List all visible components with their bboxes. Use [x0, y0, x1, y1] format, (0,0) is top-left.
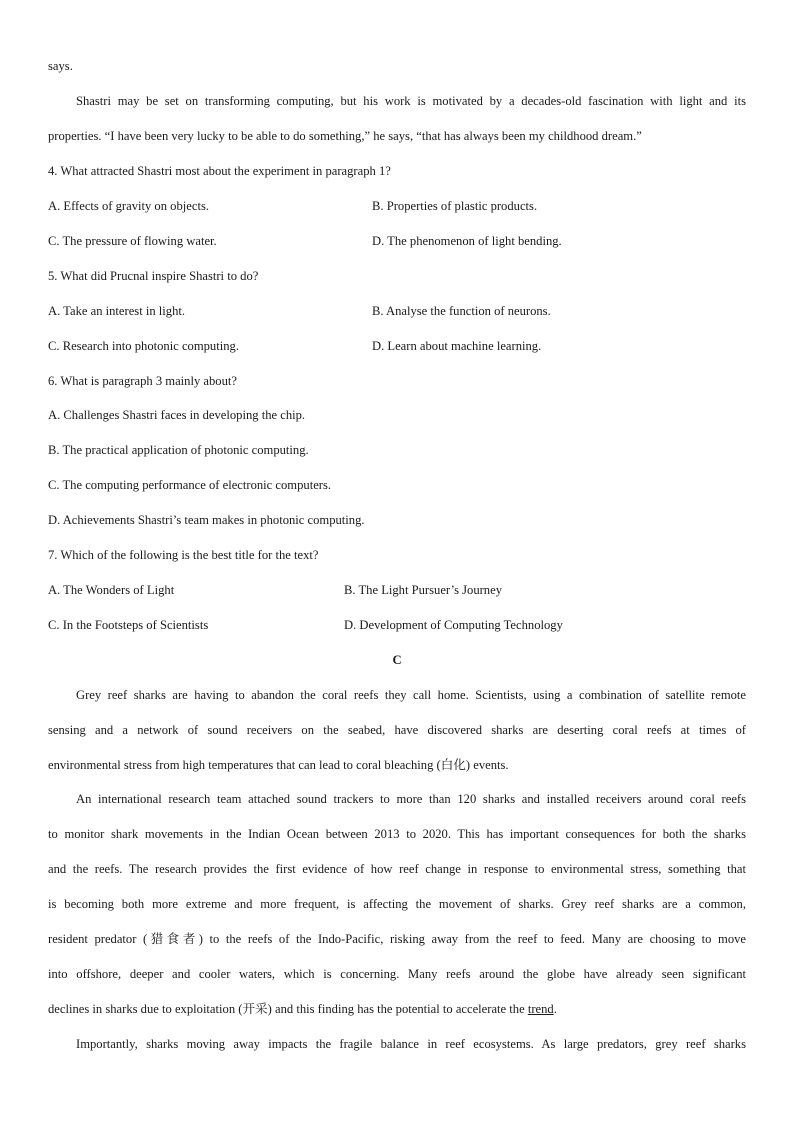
question-4-stem: 4. What attracted Shastri most about the experiment in paragraph 1? [48, 164, 391, 178]
underlined-word-trend: trend [527, 1002, 554, 1016]
passage-b-tail: says. [48, 59, 73, 73]
question-6-option-c: C. The computing performance of electronic computers. [48, 478, 332, 492]
passage-c-p2-line-2: to monitor shark movements in the Indian Ocean between 2013 to 2020. This has important consequences for both the sharks [48, 827, 746, 841]
question-7-option-c: C. In the Footsteps of Scientists [48, 618, 209, 632]
question-5-option-c: C. Research into photonic computing. [48, 339, 239, 353]
question-4-option-d: D. The phenomenon of light bending. [372, 234, 562, 248]
passage-c-p1-line-1: Grey reef sharks are having to abandon the coral reefs they call home. Scientists, using a combination of satellite remote [76, 688, 746, 702]
passage-b-last-paragraph-line-1: Shastri may be set on transforming computing, but his work is motivated by a decades-old fascination with light and its [76, 94, 746, 108]
passage-c-p2-line-3: and the reefs. The research provides the first evidence of how reef change in response to environmental stress, something that [48, 862, 746, 876]
question-4-option-c: C. The pressure of flowing water. [48, 234, 217, 248]
question-6-option-d: D. Achievements Shastri’s team makes in photonic computing. [48, 513, 365, 527]
passage-c-p2-line-7-text: declines in sharks due to exploitation (开采) and this finding has the potential to accelerate the [48, 1002, 528, 1016]
passage-c-p1-line-2: sensing and a network of sound receivers on the seabed, have discovered sharks are deserting coral reefs at times of [48, 723, 746, 737]
passage-c-p3-line-1: Importantly, sharks moving away impacts the fragile balance in reef ecosystems. As large predators, grey reef sharks [76, 1037, 746, 1051]
question-7-option-d: D. Development of Computing Technology [344, 618, 563, 632]
question-5-stem: 5. What did Prucnal inspire Shastri to do? [48, 269, 259, 283]
passage-c-p2-line-6: into offshore, deeper and cooler waters, which is concerning. Many reefs around the globe have already seen significant [48, 967, 746, 981]
question-4-option-b: B. Properties of plastic products. [372, 199, 538, 213]
question-7-option-a: A. The Wonders of Light [48, 583, 175, 597]
passage-c-p2-line-1: An international research team attached sound trackers to more than 120 sharks and installed receivers around coral reefs [76, 792, 746, 806]
question-6-stem: 6. What is paragraph 3 mainly about? [48, 374, 237, 388]
passage-c-p2-line-7-period: . [553, 1002, 557, 1016]
passage-b-last-paragraph-line-2: properties. “I have been very lucky to be able to do something,” he says, “that has always been my childhood dream.” [48, 129, 642, 143]
passage-c-p2-line-7 [48, 1001, 746, 1017]
question-6-option-b: B. The practical application of photonic computing. [48, 443, 309, 457]
passage-c-p2-line-5: resident predator (猎食者) to the reefs of the Indo-Pacific, risking away from the reef to feed. Many are choosing to move [48, 932, 746, 946]
question-5-option-d: D. Learn about machine learning. [372, 339, 542, 353]
question-7-stem: 7. Which of the following is the best title for the text? [48, 548, 319, 562]
passage-c-heading: C [392, 653, 402, 667]
question-5-option-b: B. Analyse the function of neurons. [372, 304, 551, 318]
question-5-option-a: A. Take an interest in light. [48, 304, 186, 318]
passage-c-p2-line-4: is becoming both more extreme and more frequent, is affecting the movement of sharks. Grey reef sharks are a common, [48, 897, 746, 911]
question-6-option-a: A. Challenges Shastri faces in developing the chip. [48, 408, 306, 422]
question-7-option-b: B. The Light Pursuer’s Journey [344, 583, 502, 597]
passage-c-p1-line-3: environmental stress from high temperatures that can lead to coral bleaching (白化) events. [48, 758, 509, 772]
question-4-option-a: A. Effects of gravity on objects. [48, 199, 209, 213]
